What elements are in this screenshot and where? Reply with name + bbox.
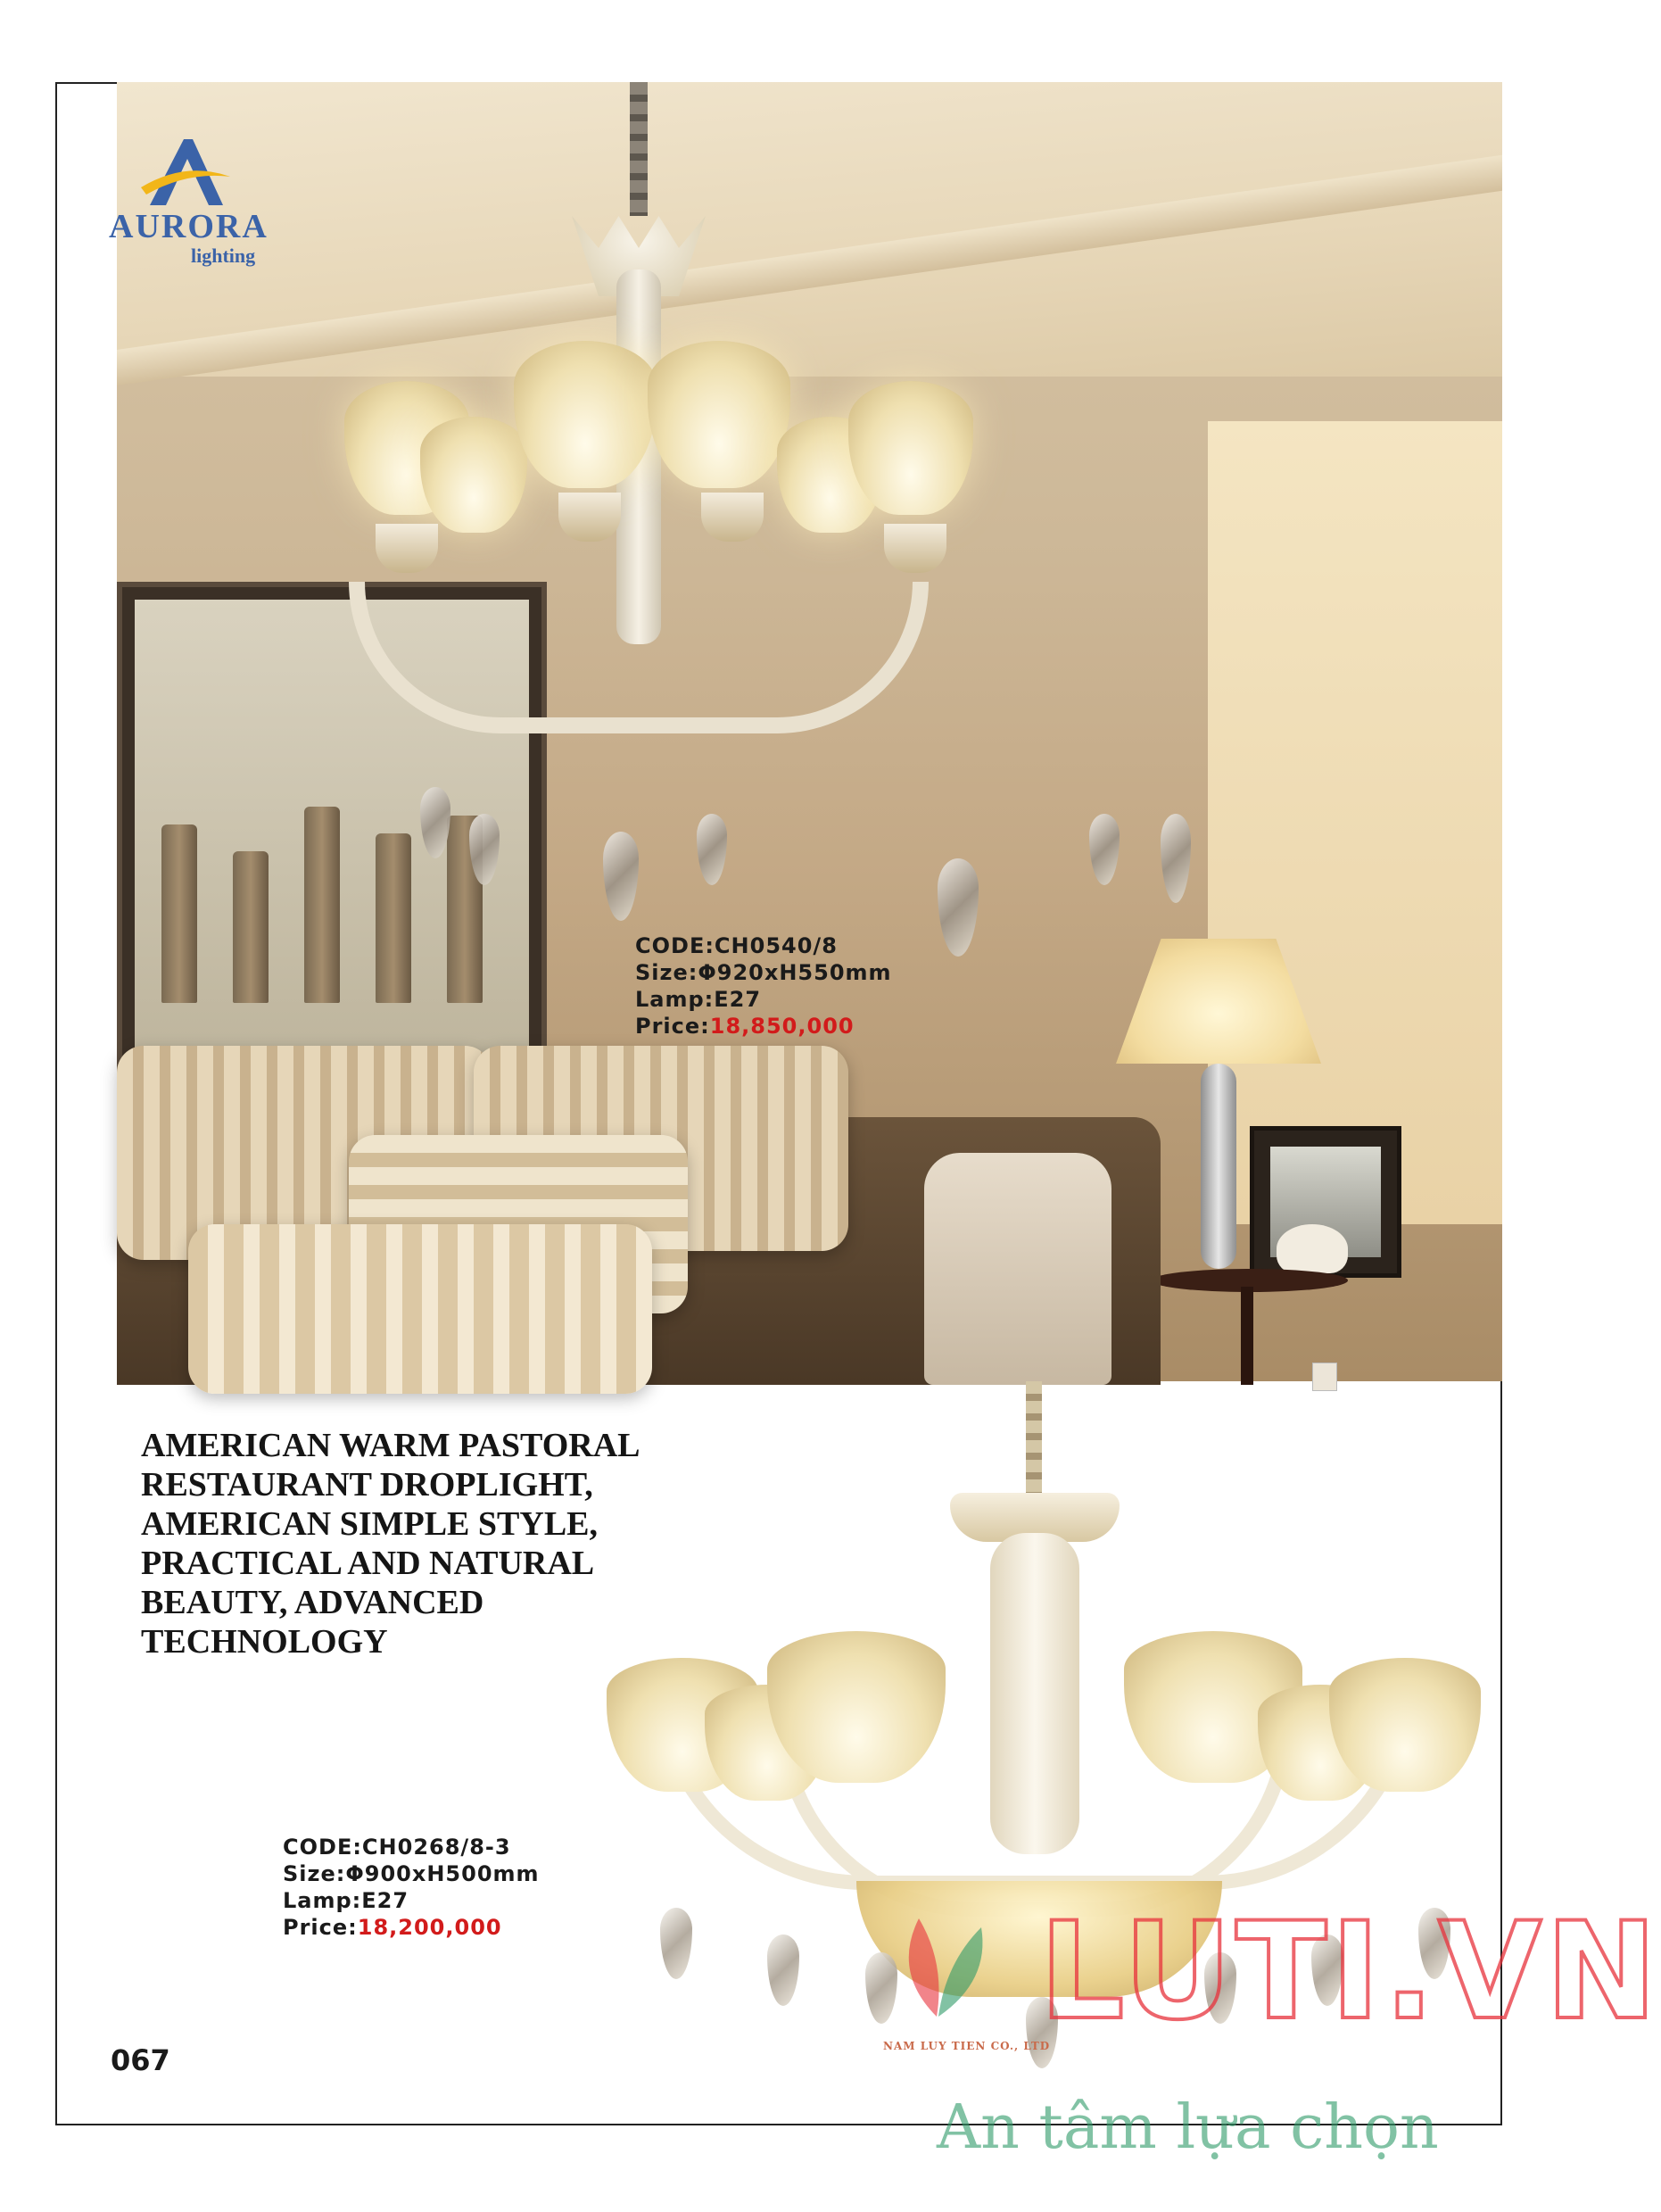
crystal-drop: [1089, 814, 1120, 885]
aurora-logo: [105, 134, 284, 268]
watermark-text: LUTI.VN: [1039, 1894, 1661, 2050]
glass-shade: [767, 1631, 946, 1783]
chandelier-arms: [349, 582, 929, 733]
glass-shade: [848, 381, 973, 515]
crystal-drop: [697, 814, 727, 885]
shade-holder: [884, 524, 946, 573]
product-code: CODE:CH0540/8: [635, 933, 838, 958]
leaf-logo-icon: [883, 1910, 999, 2026]
watermark-company: NAM LUY TIEN CO., LTD: [883, 2040, 1051, 2052]
product-lamp: Lamp:E27: [635, 987, 762, 1012]
product-size: Size:Φ920xH550mm: [635, 960, 892, 985]
glass-shade: [514, 341, 657, 488]
aurora-a-logo-icon: [141, 134, 230, 210]
glass-shade: [420, 417, 527, 533]
vase: [376, 833, 411, 1003]
shade-holder: [701, 493, 764, 542]
crystal-drop: [660, 1908, 692, 1979]
vase: [161, 824, 197, 1003]
price-value: 18,200,000: [357, 1915, 502, 1940]
product-size: Size:Φ900xH500mm: [283, 1861, 540, 1886]
glass-shade: [648, 341, 790, 488]
crystal-drop: [1161, 814, 1191, 903]
crystal-drop: [603, 832, 639, 921]
side-table-leg: [1241, 1287, 1253, 1385]
brand-subtitle: lighting: [191, 244, 256, 267]
price-value: 18,850,000: [709, 1014, 855, 1039]
vase: [304, 807, 340, 1003]
luti-watermark: [883, 1894, 1661, 2061]
throw-blanket: [924, 1153, 1111, 1385]
product-price: Price:18,850,000: [635, 1014, 855, 1039]
brand-name: AURORA: [109, 208, 269, 245]
chandelier-chain: [1026, 1381, 1042, 1497]
page-heading: AMERICAN WARM PASTORAL RESTAURANT DROPLIGHT, AMERICAN SIMPLE STYLE, PRACTICAL AND NATURAL BEAUTY, ADVANCED TECHNOLOGY: [141, 1427, 640, 1661]
right-wall: [1208, 421, 1502, 1224]
product-code: CODE:CH0268/8-3: [283, 1835, 511, 1860]
crystal-drop: [767, 1934, 799, 2006]
vase: [233, 851, 269, 1003]
watermark-tagline: An tâm lựa chọn: [937, 2092, 1439, 2163]
product-lamp: Lamp:E27: [283, 1888, 409, 1913]
glass-shade: [1329, 1658, 1481, 1792]
crystal-drop: [938, 858, 979, 957]
seashell: [1277, 1224, 1348, 1273]
product-2-specs: [283, 1834, 540, 1941]
pillow: [188, 1224, 652, 1394]
chandelier-chain: [630, 82, 648, 216]
shade-holder: [376, 524, 438, 573]
product-price: Price:18,200,000: [283, 1915, 502, 1940]
hero-photo: [117, 82, 1502, 1381]
shade-holder: [558, 493, 621, 542]
page-number: 067: [111, 2043, 170, 2077]
product-1-specs: [635, 932, 892, 1040]
table-lamp-base: [1201, 1064, 1236, 1269]
